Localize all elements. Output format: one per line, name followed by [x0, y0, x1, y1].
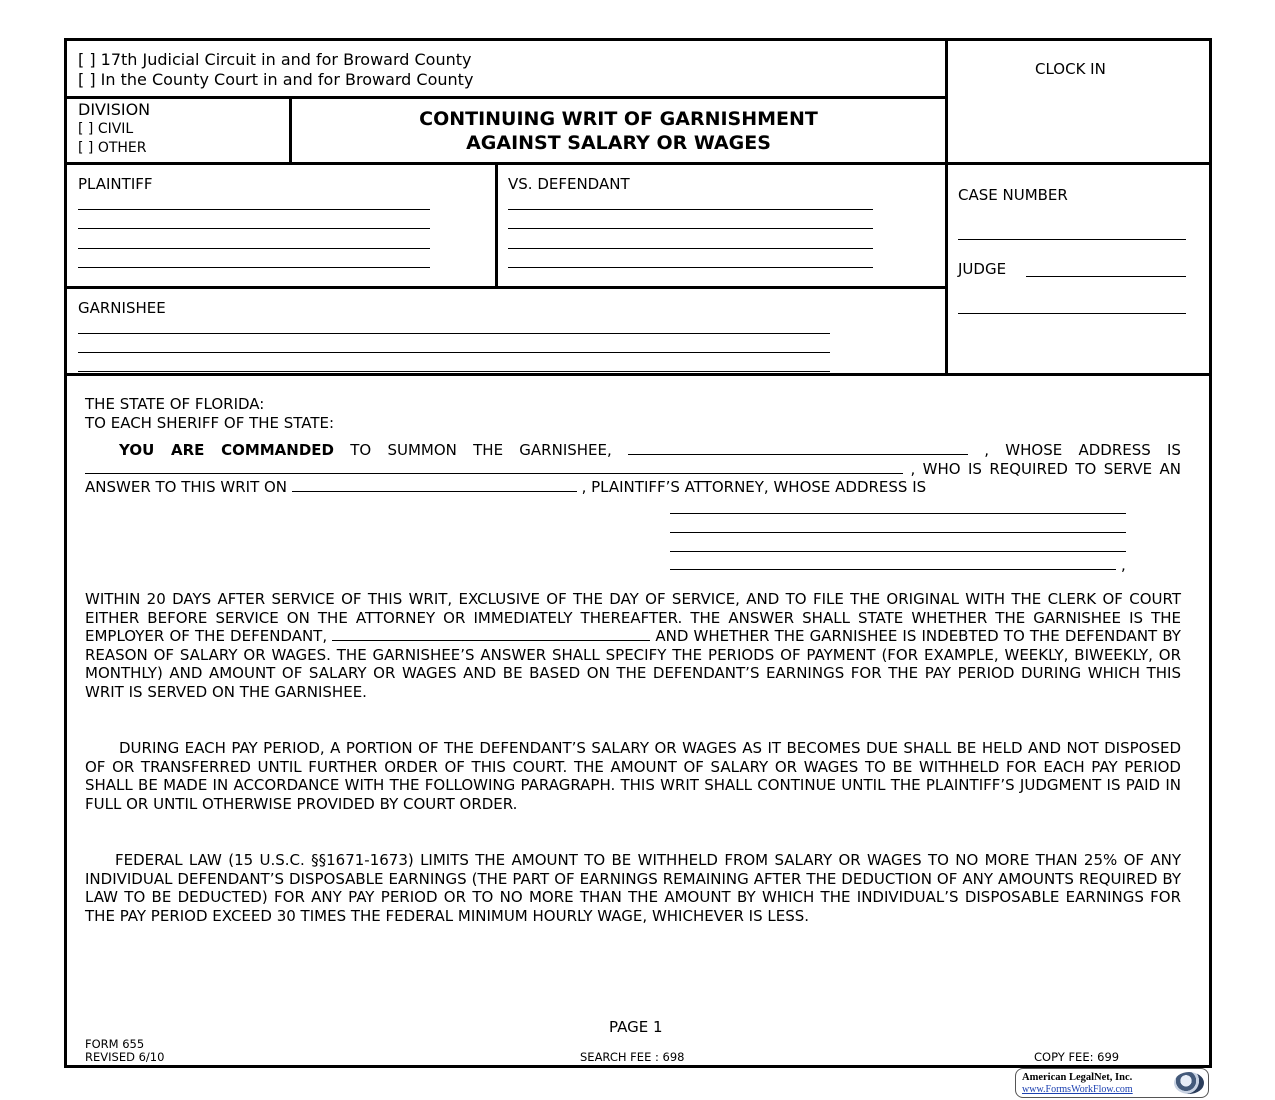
answer-text-a: WITHIN 20 DAYS AFTER SERVICE OF THIS WRIT, EXCLUSIVE OF THE DAY OF SERVICE, AND TO FILE THE ORIGINAL WITH THE CLERK OF COURT EITHER BEFORE SERVICE ON THE ATTORNEY OR IMMEDIATELY THEREAFTER. THE ANSWER SHALL STATE WHETHER THE GARNISHEE IS THE EMPLOYER OF THE DEFENDANT,: [85, 590, 1181, 646]
title-row-divider: [64, 162, 1212, 165]
required-to-serve-text: , WHO IS REQUIRED TO SERVE AN ANSWER TO THIS WRIT ON: [85, 459, 1181, 497]
garnishee-line-1[interactable]: [78, 333, 830, 334]
defendant-line-2[interactable]: [508, 228, 873, 229]
pay-period-text: DURING EACH PAY PERIOD, A PORTION OF THE DEFENDANT’S SALARY OR WAGES AS IT BECOMES DUE SHALL BE HELD AND NOT DISPOSED OF OR TRANSFERRED UNTIL FURTHER ORDER OF THIS COURT. THE AMOUNT OF SALARY OR WAGES TO BE WITHHELD FOR EACH PAY PERIOD SHALL BE MADE IN ACCORDANCE WITH THE FOLLOWING PARAGRAPH. THIS WRIT SHALL CONTINUE UNTIL THE PLAINTIFF’S JUDGMENT IS PAID IN FULL OR UNTIL OTHERWISE PROVIDED BY COURT ORDER.: [85, 739, 1181, 813]
case-number-label: CASE NUMBER: [958, 186, 1068, 204]
logo-url-link[interactable]: www.FormsWorkFlow.com: [1022, 1084, 1133, 1095]
globe-icon: [1174, 1072, 1204, 1094]
state-of-florida: THE STATE OF FLORIDA:: [85, 395, 265, 413]
copy-fee: COPY FEE: 699: [1034, 1050, 1120, 1064]
header-bottom-divider: [64, 373, 1212, 376]
attorney-address-line-3[interactable]: [670, 551, 1126, 552]
american-legalnet-logo[interactable]: [1015, 1068, 1209, 1098]
clock-in-label: CLOCK IN: [1035, 60, 1106, 78]
judge-line-1[interactable]: [1026, 276, 1186, 277]
answer-text-b: AND WHETHER THE GARNISHEE IS INDEBTED TO THE DEFENDANT BY REASON OF SALARY OR WAGES. THE GARNISHEE’S ANSWER SHALL SPECIFY THE PERIODS OF PAYMENT (FOR EXAMPLE, WEEKLY, BIWEEKLY, OR MONTHLY) AND AMOUNT OF SALARY OR WAGES AND BE BASED ON THE DEFENDANT’S EARNINGS FOR THE PAY PERIOD DURING WHICH THIS WRIT IS SERVED ON THE GARNISHEE.: [85, 627, 1181, 701]
attorney-name-blank[interactable]: [292, 478, 577, 492]
federal-law-text: FEDERAL LAW (15 U.S.C. §§1671-1673) LIMITS THE AMOUNT TO BE WITHHELD FROM SALARY OR WAGES TO NO MORE THAN 25% OF ANY INDIVIDUAL DEFENDANT’S DISPOSABLE EARNINGS (THE PART OF EARNINGS REMAINING AFTER THE DEDUCTION OF ANY AMOUNTS REQUIRED BY LAW TO BE DEDUCTED) FOR ANY PAY PERIOD OR TO NO MORE THAN THE AMOUNT BY WHICH THE INDIVIDUAL’S DISPOSABLE EARNINGS FOR THE PAY PERIOD EXCEED 30 TIMES THE FEDERAL MINIMUM HOURLY WAGE, WHICHEVER IS LESS.: [85, 851, 1181, 925]
plaintiff-line-1[interactable]: [78, 209, 430, 210]
commanded-bold: YOU ARE COMMANDED: [119, 441, 334, 459]
division-divider: [289, 96, 292, 165]
division-civil-option[interactable]: [ ] CIVIL: [78, 121, 134, 137]
court-row-divider: [64, 96, 948, 99]
plaintiff-line-2[interactable]: [78, 228, 430, 229]
form-title-line-1: CONTINUING WRIT OF GARNISHMENT: [419, 108, 818, 130]
court-county-option[interactable]: [ ] In the County Court in and for Broward County: [78, 70, 474, 89]
garnishee-address-blank[interactable]: [85, 460, 903, 474]
summon-text: TO SUMMON THE GARNISHEE,: [350, 441, 612, 459]
page-number: PAGE 1: [609, 1018, 663, 1036]
garnishee-line-3[interactable]: [78, 371, 830, 372]
revised-date: REVISED 6/10: [85, 1050, 165, 1064]
court-circuit-option[interactable]: [ ] 17th Judicial Circuit in and for Broward County: [78, 50, 472, 69]
defendant-name-blank[interactable]: [332, 627, 650, 641]
attorney-address-line-4[interactable]: [670, 569, 1116, 570]
attorney-address-line-1[interactable]: [670, 513, 1126, 514]
plaintiff-label: PLAINTIFF: [78, 175, 153, 193]
to-each-sheriff: TO EACH SHERIFF OF THE STATE:: [85, 414, 335, 432]
division-other-option[interactable]: [ ] OTHER: [78, 140, 147, 156]
garnishee-line-2[interactable]: [78, 352, 830, 353]
form-title-line-2: AGAINST SALARY OR WAGES: [466, 132, 771, 154]
parties-divider: [495, 162, 498, 289]
plaintiff-line-4[interactable]: [78, 267, 430, 268]
defendant-label: VS. DEFENDANT: [508, 175, 630, 193]
judge-line-2[interactable]: [958, 313, 1186, 314]
attorney-address-text: , PLAINTIFF’S ATTORNEY, WHOSE ADDRESS IS: [581, 478, 927, 497]
attorney-address-line-2[interactable]: [670, 532, 1126, 533]
case-number-line[interactable]: [958, 239, 1186, 240]
logo-name: American LegalNet, Inc.: [1022, 1072, 1133, 1083]
pay-period-paragraph: [85, 739, 1181, 813]
judge-label: JUDGE: [958, 260, 1007, 278]
division-label: DIVISION: [78, 100, 151, 119]
defendant-line-3[interactable]: [508, 248, 873, 249]
garnishee-label: GARNISHEE: [78, 299, 166, 317]
plaintiff-line-3[interactable]: [78, 248, 430, 249]
answer-paragraph: [85, 590, 1181, 702]
defendant-line-1[interactable]: [508, 209, 873, 210]
garnishee-name-blank[interactable]: [628, 441, 968, 455]
search-fee: SEARCH FEE : 698: [580, 1050, 685, 1064]
form-number: FORM 655: [85, 1037, 145, 1051]
defendant-line-4[interactable]: [508, 267, 873, 268]
whose-address-text: , WHOSE ADDRESS IS: [984, 441, 1181, 459]
command-paragraph: [85, 441, 1181, 497]
clock-in-divider: [945, 38, 948, 375]
attorney-address-comma: ,: [1121, 556, 1126, 574]
parties-row-divider: [64, 286, 948, 289]
federal-law-paragraph: [85, 851, 1181, 925]
